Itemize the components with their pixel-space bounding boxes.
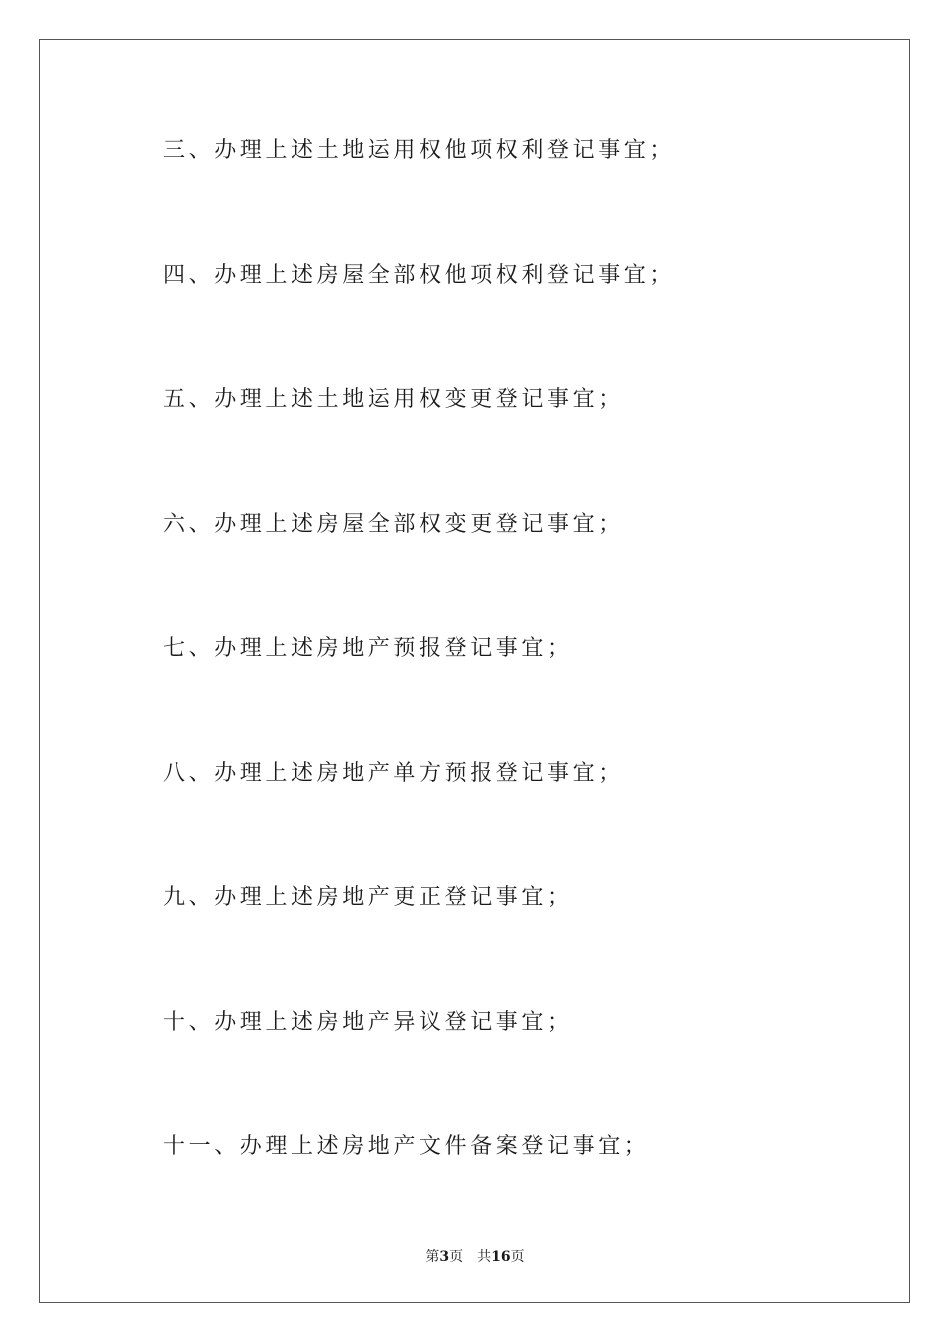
page-number: 3 — [439, 1249, 450, 1265]
list-item: 十一、办理上述房地产文件备案登记事宜； — [163, 1134, 650, 1159]
page-prefix: 第 — [425, 1249, 440, 1265]
list-item: 六、办理上述房屋全部权变更登记事宜； — [163, 511, 624, 537]
list-item: 十、办理上述房地产异议登记事宜； — [163, 1009, 573, 1035]
list-item: 九、办理上述房地产更正登记事宜； — [163, 885, 573, 910]
list-item: 三、办理上述土地运用权他项权利登记事宜； — [163, 138, 676, 163]
page-footer — [0, 1247, 950, 1267]
total-prefix: 共 — [477, 1249, 492, 1265]
list-item: 四、办理上述房屋全部权他项权利登记事宜； — [163, 262, 676, 288]
list-item: 八、办理上述房地产单方预报登记事宜； — [163, 760, 624, 786]
list-item: 五、办理上述土地运用权变更登记事宜； — [163, 387, 624, 412]
item-list — [163, 134, 675, 1255]
total-pages: 16 — [491, 1249, 511, 1265]
page-suffix: 页 — [449, 1249, 464, 1265]
list-item: 七、办理上述房地产预报登记事宜； — [163, 636, 573, 661]
total-suffix: 页 — [510, 1249, 525, 1265]
